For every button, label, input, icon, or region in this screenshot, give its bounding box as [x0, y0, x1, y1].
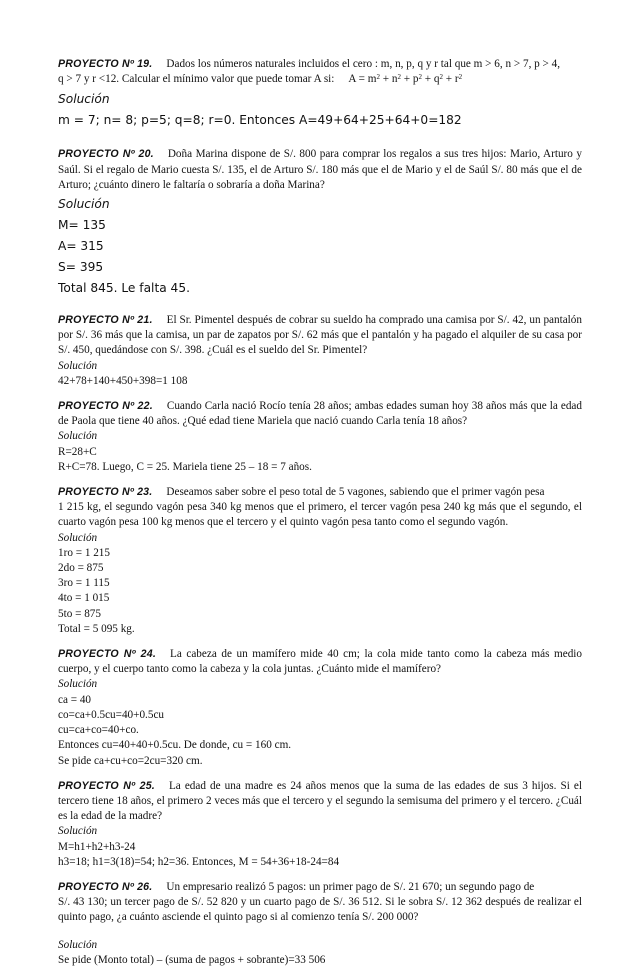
problem-19-text-2: q > 7 y r <12. Calcular el mínimo valor que puede tomar A si:: [58, 73, 335, 86]
problem-21-statement: [58, 313, 582, 359]
problem-19-heading: PROYECTO Nº 19.: [58, 58, 153, 70]
problem-20-heading: PROYECTO Nº 20.: [58, 148, 154, 161]
problem-22: [58, 399, 582, 475]
problem-19-statement: [58, 57, 582, 87]
problem-24-line-3: cu=ca+co=40+co.: [58, 724, 139, 737]
document-page: [58, 57, 582, 968]
problem-19-formula: $A = m^2 + n^2 + p^2 + q^2 + r^2$: [348, 73, 463, 86]
problem-20-line-3: S= 395: [58, 260, 104, 275]
problem-26-text-1: Un empresario realizó 5 pagos: un primer pago de S/. 21 670; un segundo pago de: [166, 880, 535, 893]
problem-21: [58, 313, 582, 389]
problem-20: [58, 147, 582, 299]
problem-22-line-1: R=28+C: [58, 445, 97, 458]
problem-19-answer: m = 7; n= 8; p=5; q=8; r=0. Entonces A=49+64+25+64+0=182: [58, 113, 462, 128]
problem-19: [58, 57, 582, 131]
problem-26-solution-label: Solución: [58, 938, 98, 951]
problem-21-solution-label: Solución: [58, 359, 98, 372]
problem-23-line-2: 2do = 875: [58, 562, 104, 575]
problem-24-line-5: Se pide ca+cu+co=2cu=320 cm.: [58, 754, 203, 767]
problem-20-text: Doña Marina dispone de S/. 800 para comprar los regalos a sus tres hijos: Mario, Arturo y Saúl. Si el regalo de Mario cuesta S/. 135, el de Arturo S/. 180 más que el de Mario y el de Saúl S/. 80 más que el de Arturo; ¿cuánto dinero le faltaría o sobraría a doña Marina?: [58, 148, 582, 191]
problem-20-line-4: Total 845. Le falta 45.: [58, 281, 190, 296]
problem-23-text-2: 1 215 kg, el segundo vagón pesa 340 kg menos que el primero, el tercer vagón pesa 240 kg más que el segundo, el cuarto vagón pesa 100 kg menos que el tercero y el quinto vagón pesa tanto como el segundo vagón.: [58, 501, 582, 529]
problem-20-solution-label: Solución: [58, 197, 110, 212]
problem-22-text: Cuando Carla nació Rocío tenía 28 años; ambas edades suman hoy 38 años más que la edad de Paola que tiene 40 años. ¿Qué edad tiene Mariela que nació cuando Carla tenía 18 años?: [58, 400, 582, 428]
problem-25-statement: [58, 779, 582, 825]
problem-24: [58, 647, 582, 769]
problem-21-line-1: 42+78+140+450+398=1 108: [58, 374, 188, 387]
problem-24-heading: PROYECTO Nº 24.: [58, 648, 156, 661]
problem-25-text: La edad de una madre es 24 años menos que la suma de las edades de sus 3 hijos. Si el tercero tiene 18 años, el primero 2 veces más que el tercero y el segundo la semisuma del primero y el tercero. ¿Cuál es la edad de la madre?: [58, 779, 582, 823]
problem-20-statement: [58, 147, 582, 193]
problem-22-line-2: R+C=78. Luego, C = 25. Mariela tiene 25 – 18 = 7 años.: [58, 460, 312, 473]
problem-26: [58, 880, 582, 968]
problem-23-line-1: 1ro = 1 215: [58, 546, 110, 559]
problem-21-text: El Sr. Pimentel después de cobrar su sueldo ha comprado una camisa por S/. 42, un pantalón por S/. 36 más que la camisa, un par de zapatos por S/. 62 más que el pantalón y ha pagado el alquiler de su casa por S/. 450, quedándose con S/. 398. ¿Cuál es el sueldo del Sr. Pimentel?: [58, 314, 582, 357]
problem-23-line-3: 3ro = 1 115: [58, 577, 110, 590]
problem-24-statement: [58, 647, 582, 677]
problem-26-line-1: Se pide (Monto total) – (suma de pagos + sobrante)=33 506: [58, 953, 326, 966]
problem-26-text-2: S/. 43 130; un tercer pago de S/. 52 820 y un cuarto pago de S/. 36 512. Si le sobra S/. 12 362 después de realizar el quinto pago, ¿a cuánto asciende el quinto pago si al comienzo tenía S/. 200 000?: [58, 896, 582, 924]
problem-23-line-6: Total = 5 095 kg.: [58, 622, 135, 635]
problem-24-solution-label: Solución: [58, 678, 98, 691]
problem-20-line-1: M= 135: [58, 218, 106, 233]
problem-24-line-2: co=ca+0.5cu=40+0.5cu: [58, 708, 165, 721]
problem-23-line-4: 4to = 1 015: [58, 592, 110, 605]
problem-20-line-2: A= 315: [58, 239, 104, 254]
problem-21-heading: PROYECTO Nº 21.: [58, 314, 153, 327]
problem-24-text: La cabeza de un mamífero mide 40 cm; la cola mide tanto como la cabeza más medio cuerpo, y el cuerpo tanto como la cabeza y la cola juntas. ¿Cuánto mide el mamífero?: [58, 648, 582, 676]
problem-24-line-1: ca = 40: [58, 693, 92, 706]
problem-26-heading: PROYECTO Nº 26.: [58, 880, 153, 893]
problem-24-line-4: Entonces cu=40+40+0.5cu. De donde, cu = 160 cm.: [58, 739, 292, 752]
problem-25-solution-label: Solución: [58, 825, 98, 838]
problem-25: [58, 779, 582, 870]
problem-22-solution-label: Solución: [58, 430, 98, 443]
problem-23-heading: PROYECTO Nº 23.: [58, 486, 153, 499]
problem-23-solution-label: Solución: [58, 531, 98, 544]
problem-22-heading: PROYECTO Nº 22.: [58, 400, 153, 413]
problem-23-text-1: Deseamos saber sobre el peso total de 5 vagones, sabiendo que el primer vagón pesa: [166, 486, 545, 499]
problem-25-line-2: h3=18; h1=3(18)=54; h2=36. Entonces, M = 54+36+18-24=84: [58, 855, 340, 868]
problem-19-solution-label: Solución: [58, 92, 110, 107]
problem-19-text-1: Dados los números naturales incluidos el cero : m, n, p, q y r tal que m > 6, n > 7, p > 4,: [166, 58, 561, 70]
problem-25-heading: PROYECTO Nº 25.: [58, 779, 155, 792]
problem-23: [58, 485, 582, 637]
problem-22-statement: [58, 399, 582, 429]
problem-23-statement: [58, 485, 582, 531]
problem-26-statement: [58, 880, 582, 926]
problem-23-line-5: 5to = 875: [58, 607, 101, 620]
problem-25-line-1: M=h1+h2+h3-24: [58, 840, 136, 853]
